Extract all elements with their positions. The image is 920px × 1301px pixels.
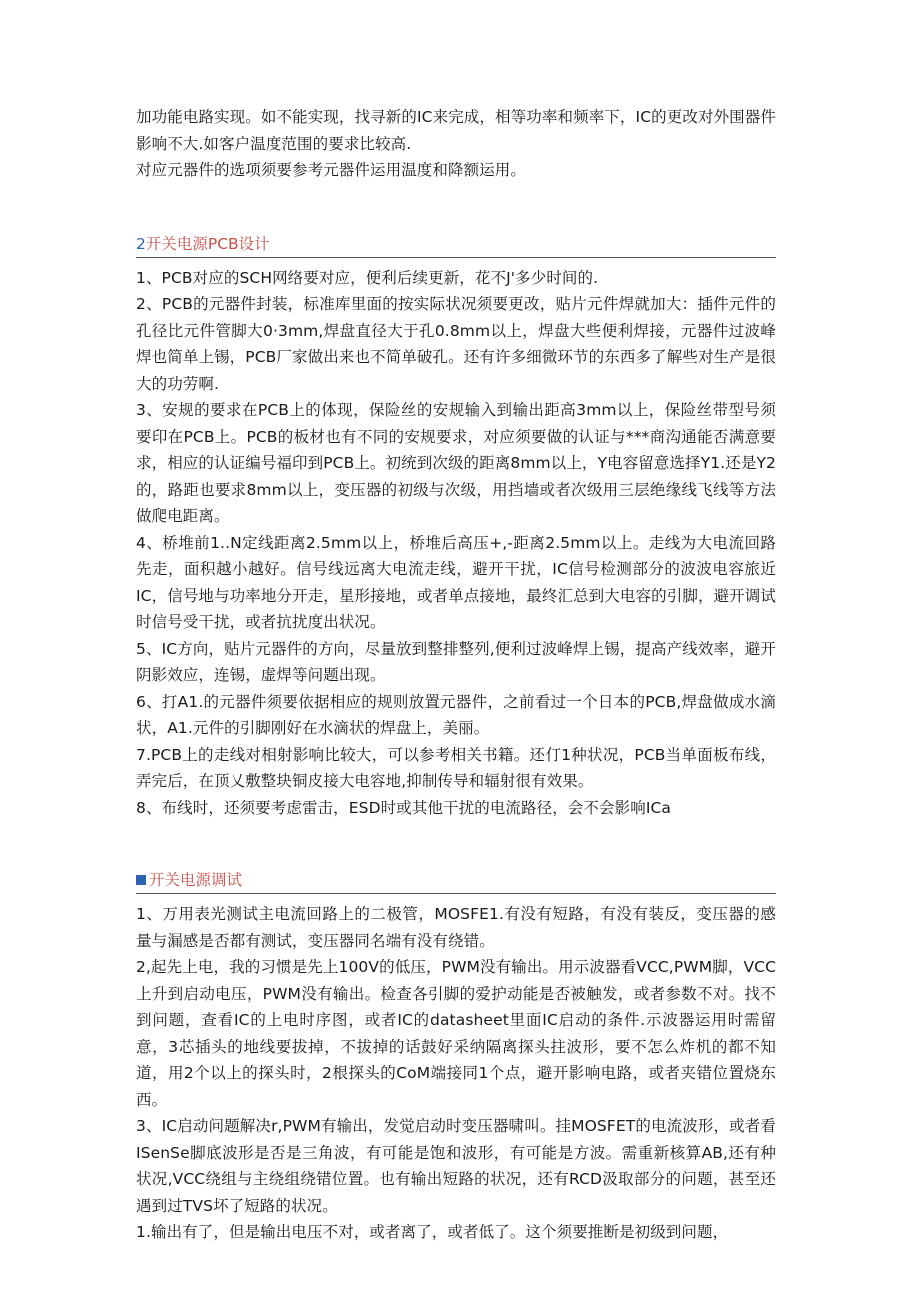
list-item: 4、桥堆前1..N定线距离2.5mm以上，桥堆后高压+,-距离2.5mm以上。走线为大电流回路先走，面积越小越好。信号线远离大电流走线，避开干扰，IC信号检测部分的波波电容旅近IC，信号地与功率地分开走，星形接地，或者单点接地，最终汇总到大电容的引脚，避开调试时信号受干扰，或者抗扰度出状况。	[136, 533, 776, 631]
list-item: 1、万用表光测试主电流回路上的二极管，MOSFE1.有没有短路，有没有装反，变压器的感量与漏感是否都有测试，变压器同名端有没有绕错。	[136, 905, 776, 950]
section-title: 开关电源调试	[149, 871, 243, 889]
intro-paragraph: 加功能电路实现。如不能实现，找寻新的IC来完成，相等功率和频率下，IC的更改对外围器件影响不大.如客户温度范围的要求比较高.	[136, 108, 776, 153]
list-item: 1、PCB对应的SCH网络要对应，便利后续更新，花不J'多少时间的.	[136, 268, 599, 287]
list-item: 1.输出有了，但是输出电压不对，或者离了，或者低了。这个须要推断是初级到问题，	[136, 1223, 729, 1241]
section-number: 2	[136, 234, 146, 253]
section-title: 开关电源PCB设计	[145, 234, 270, 253]
list-item: 6、打A1.的元器件须要依据相应的规则放置元器件，之前看过一个日本的PCB,焊盘做成水滴状，A1.元件的引脚刚好在水滴状的焊盘上，美丽。	[136, 692, 776, 737]
list-item: 2、PCB的元器件封装，标准库里面的按实际状况须要更改，贴片元件焊就加大：插件元件的孔径比元件管脚大0·3mm,焊盘直径大于孔0.8mm以上，焊盘大些便利焊接，元器件过波峰焊也简单上锡，PCB厂家做出来也不简单破孔。还有许多细微环节的东西多了解些对生产是很大的功劳啊.	[136, 295, 776, 393]
debugging-list	[136, 901, 776, 1246]
section-heading-debugging	[136, 868, 776, 894]
intro-paragraph: 对应元器件的选项须要参考元器件运用温度和降额运用。	[136, 161, 527, 179]
list-item: 3、IC启动问题解决r,PWM有输出，发觉启动时变压器啸叫。挂MOSFET的电流波形，或者看ISenSe脚底波形是否是三角波，有可能是饱和波形，有可能是方波。需重新核算AB,还有种状况,VCC绕组与主绕组绕错位置。也有输出短路的状况，还有RCD汲取部分的问题，甚至还遇到过TVS坏了短路的状况。	[136, 1117, 776, 1215]
section-heading-pcb-design	[136, 232, 776, 258]
list-item: 2,起先上电，我的习惯是先上100V的低压，PWM没有输出。用示波器看VCC,PWM脚，VCC上升到启动电压，PWM没有输出。检查各引脚的爱护动能是否被触发，或者参数不对。找不到问题，查看IC的上电时序图，或者IC的datasheet里面IC启动的条件.示波器运用时需留意，3芯插头的地线要拔掉，不拔掉的话鼓好采纳隔离探头拄波形，要不怎么炸机的都不知道，用2个以上的探头时，2根探头的CoM端接同1个点，避开影响电路，或者夹错位置烧东西。	[136, 958, 776, 1109]
document-page	[136, 104, 776, 1246]
pcb-design-list	[136, 265, 776, 822]
list-item: 3、安规的要求在PCB上的体现，保险丝的安规输入到输出距高3mm以上，保险丝带型号须要印在PCB上。PCB的板材也有不同的安规要求，对应须要做的认证与***商沟通能否满意要求，相应的认证编号福印到PCB上。初统到次级的距离8mm以上，Y电容留意选择Y1.还是Y2的，路距也要求8mm以上，变压器的初级与次级，用挡墙或者次级用三层绝缘线飞线等方法做爬电距离。	[136, 401, 776, 525]
list-item: 7.PCB上的走线对相射影响比较大，可以参考相关书籍。还仃1种状况，PCB当单面板布线，弄完后，在顶乂敷整块铜皮接大电容地,抑制传导和辐射很有效果。	[136, 745, 776, 790]
square-bullet-icon	[136, 875, 146, 885]
list-item: 5、IC方向，贴片元器件的方向，尽量放到整排整列,便利过波峰焊上锡，提高产线效率，避开阴影效应，连锡，虚焊等问题出现。	[136, 639, 776, 684]
list-item: 8、布线时，还须要考虑雷击，ESD时或其他干扰的电流路径，会不会影响ICa	[136, 798, 672, 817]
